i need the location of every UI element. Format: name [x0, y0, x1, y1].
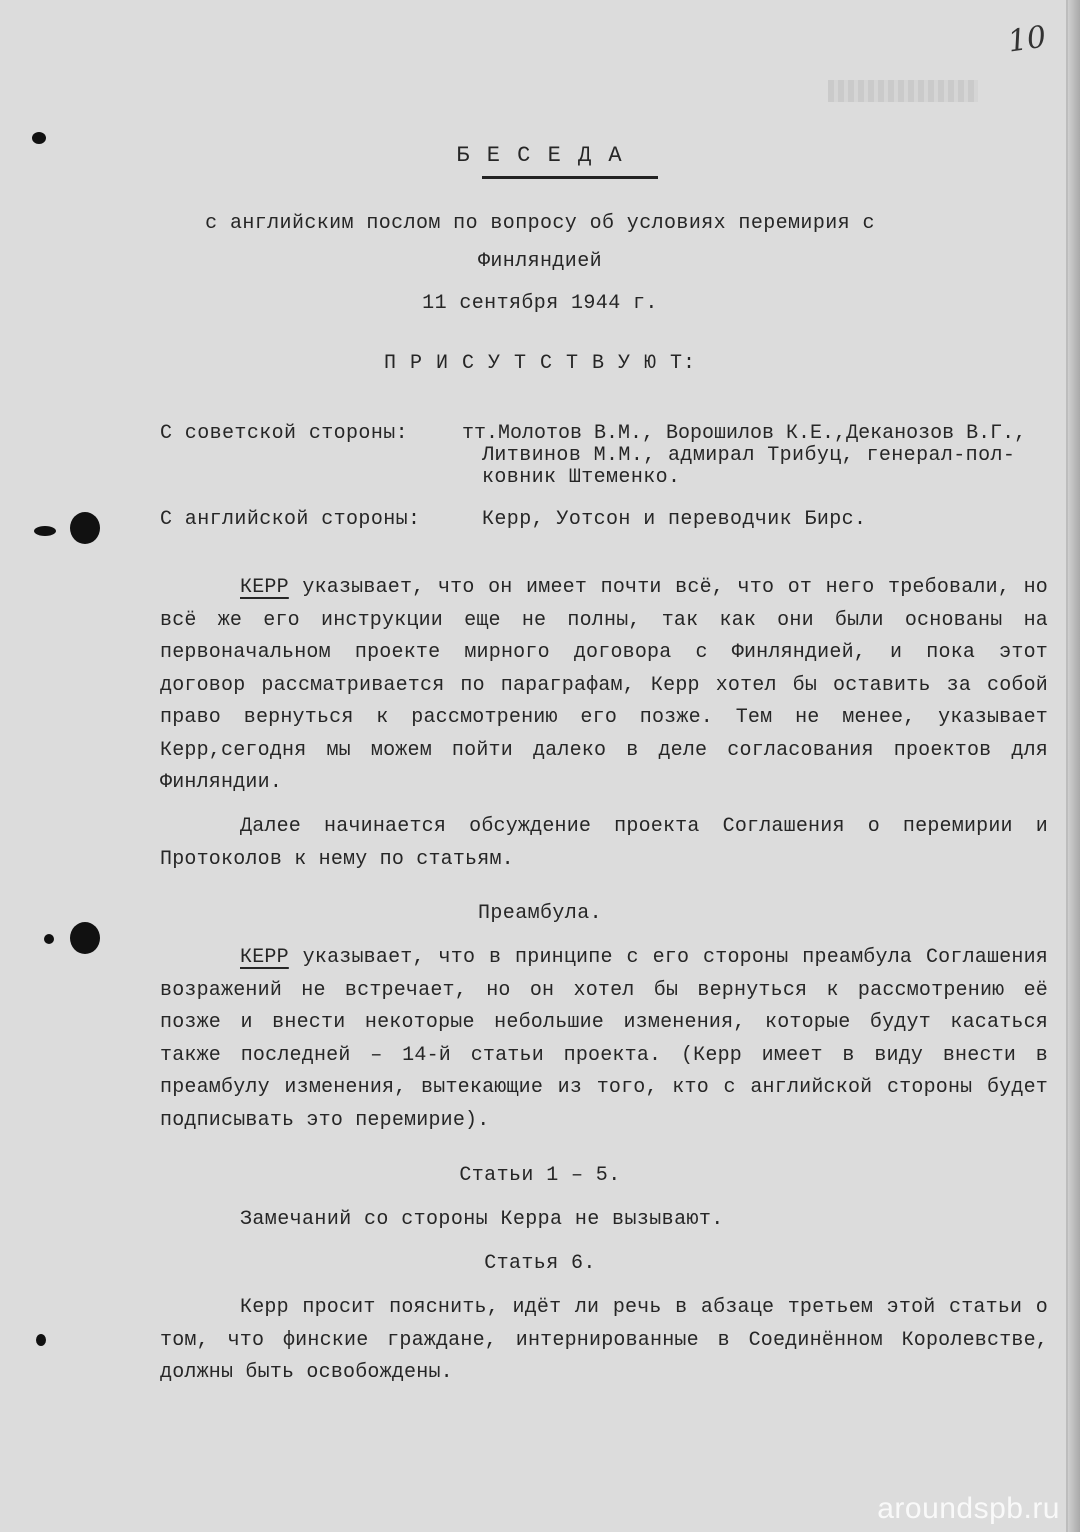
soviet-side-label: С советской стороны:: [160, 422, 409, 445]
present-heading: П Р И С У Т С Т В У Ю Т:: [383, 352, 697, 375]
soviet-side-line-1: тт.Молотов В.М., Ворошилов К.Е.,Деканозов В.Г.,: [462, 422, 1027, 445]
section-heading-preamble: Преамбула.: [477, 902, 603, 925]
paragraph-text: указывает, что в принципе с его стороны преамбула Соглашения возражений не встречает, но он хотел бы вернуться к рассмотрению её позже и внести некоторые небольшие изменения, которые будут касаться также последней – 14-й статьи проекта. (Керр имеет в виду внести в преамбулу изменения, вытекающие из того, кто с английской стороны будет подписывать это перемирие).: [160, 946, 1048, 1132]
paragraph-article-6-question: Керр просит пояснить, идёт ли речь в абзаце третьем этой статьи о том, что финские граждане, интернированные в Соединённом Королевстве, должны быть освобождены.: [160, 1296, 1048, 1384]
british-side-label: С английской стороны:: [160, 508, 421, 531]
paragraph-kerr-preamble: [160, 942, 1048, 1137]
subtitle-line-2: Финляндией: [477, 250, 603, 273]
document-date: 11 сентября 1944 г.: [422, 292, 658, 315]
paragraph-text: указывает, что он имеет почти всё, что от него требовали, но всё же его инструкции еще не полны, так как они были основаны на первоначальном проекте мирного договора с Финляндией, и пока этот договор рассматривается по параграфам, Керр хотел бы оставить за собой право вернуться к рассмотрению его позже. Тем не менее, указывает Керр,сегодня мы можем пойти далеко в деле согласования проектов для Финляндии.: [160, 576, 1048, 794]
section-heading-article-6: Статья 6.: [484, 1252, 596, 1275]
punch-hole-mark: [36, 1334, 46, 1346]
punch-hole: [70, 512, 100, 544]
british-side-names: Керр, Уотсон и переводчик Бирс.: [482, 508, 867, 531]
section-heading-articles-1-5: Статьи 1 – 5.: [459, 1164, 621, 1187]
soviet-side-line-2: Литвинов М.М., адмирал Трибуц, генерал-пол-: [482, 444, 1016, 467]
subtitle-line-1: с английским послом по вопросу об условиях перемирия с: [205, 212, 875, 235]
paragraph-discussion-start: Далее начинается обсуждение проекта Соглашения о перемирии и Протоколов к нему по статьям.: [160, 815, 1048, 871]
paragraph-no-remarks: Замечаний со стороны Керра не вызывают.: [240, 1208, 724, 1231]
paragraph-kerr-instructions: [160, 572, 1048, 800]
handwritten-page-number: 10: [1005, 19, 1049, 60]
document-title: Б Е С Е Д А: [456, 143, 624, 168]
speaker-name: КЕРР: [240, 576, 289, 599]
punch-hole-mark: [34, 526, 56, 536]
title-underline: [482, 176, 658, 179]
faded-stamp: [828, 80, 978, 102]
punch-hole-mark: [32, 132, 46, 144]
soviet-side-line-3: ковник Штеменко.: [482, 466, 681, 489]
speaker-name: КЕРР: [240, 946, 289, 969]
punch-hole: [70, 922, 100, 954]
punch-hole-mark: [44, 934, 54, 944]
site-watermark: aroundspb.ru: [877, 1492, 1060, 1525]
